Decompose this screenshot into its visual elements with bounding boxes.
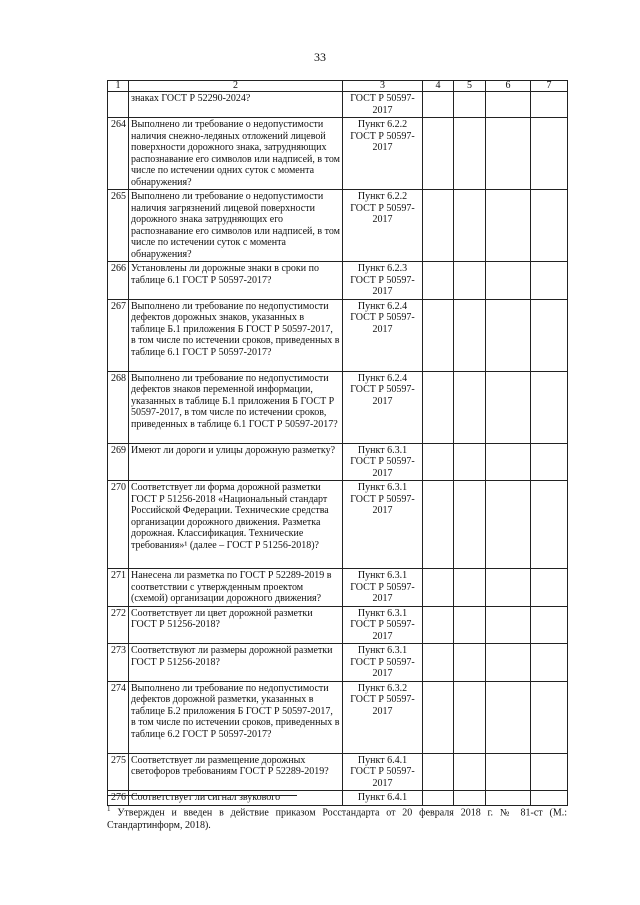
reference-line: 2017 (372, 214, 393, 225)
reference-line: Пункт 6.2.4 (357, 300, 408, 312)
reference-line: ГОСТ Р 50597- (350, 93, 415, 104)
empty-cell-col-6 (486, 443, 531, 481)
empty-cell-col-5 (454, 299, 486, 371)
table-body (108, 92, 568, 806)
empty-cell-col-4 (423, 681, 454, 753)
reference-cell (343, 569, 423, 607)
reference-line: ГОСТ Р 50597- (350, 493, 415, 505)
empty-cell-col-4 (423, 118, 454, 190)
reference-line: 2017 (372, 593, 393, 604)
column-header: 5 (454, 81, 486, 92)
row-number: 266 (108, 262, 129, 300)
row-number: 270 (108, 481, 129, 569)
empty-cell-col-4 (423, 569, 454, 607)
empty-cell-col-4 (423, 299, 454, 371)
reference-line: Пункт 6.2.2 (357, 119, 408, 130)
empty-cell-col-5 (454, 569, 486, 607)
reference-line: 2017 (372, 323, 393, 335)
empty-cell-col-7 (531, 569, 568, 607)
reference-line: ГОСТ Р 50597- (350, 456, 415, 467)
empty-cell-col-7 (531, 753, 568, 791)
empty-cell-col-7 (531, 371, 568, 443)
reference-line: ГОСТ Р 50597- (350, 581, 415, 593)
empty-cell-col-7 (531, 118, 568, 190)
reference-cell (343, 681, 423, 753)
table-row (108, 569, 568, 607)
reference-line: Пункт 6.4.1 (357, 754, 408, 766)
reference-line: ГОСТ Р 50597- (350, 694, 415, 705)
empty-cell-col-6 (486, 481, 531, 569)
empty-cell-col-7 (531, 606, 568, 644)
question-cell: Соответствует ли размещение дорожных светофоров требованиям ГОСТ Р 52289-2019? (129, 753, 343, 791)
reference-cell (343, 753, 423, 791)
reference-line: 2017 (372, 104, 393, 116)
table-row (108, 190, 568, 262)
empty-cell-col-4 (423, 606, 454, 644)
empty-cell-col-7 (531, 92, 568, 118)
reference-line: ГОСТ Р 50597- (350, 619, 415, 630)
empty-cell-col-6 (486, 262, 531, 300)
empty-cell-col-4 (423, 481, 454, 569)
reference-cell (343, 92, 423, 118)
reference-line: Пункт 6.2.4 (357, 372, 408, 384)
question-cell: Соответствует ли цвет дорожной разметки ГОСТ Р 51256-2018? (129, 606, 343, 644)
empty-cell-col-4 (423, 262, 454, 300)
empty-cell-col-4 (423, 371, 454, 443)
footnote-text: Утвержден и введен в действие приказом Росстандарта от 20 февраля 2018 г. № 81-ст (М.: Стандартинформ, 2018). (107, 807, 567, 832)
question-cell: Установлены ли дорожные знаки в сроки по таблице 6.1 ГОСТ Р 50597-2017? (129, 262, 343, 300)
reference-line: 2017 (372, 467, 393, 479)
empty-cell-col-5 (454, 443, 486, 481)
reference-line: 2017 (372, 777, 393, 789)
reference-line: 2017 (372, 705, 393, 717)
empty-cell-col-5 (454, 190, 486, 262)
reference-line: Пункт 6.3.1 (357, 444, 408, 456)
question-cell: Выполнено ли требование по недопустимости дефектов дорожной разметки, указанных в таблице Б.2 приложения Б ГОСТ Р 50597-2017, в том числе по истечении сроков, приведенных в таблице 6.2 ГОСТ Р 50597-2017? (129, 681, 343, 753)
empty-cell-col-5 (454, 118, 486, 190)
empty-cell-col-5 (454, 753, 486, 791)
empty-cell-col-7 (531, 262, 568, 300)
reference-cell (343, 481, 423, 569)
footnote (107, 803, 567, 832)
question-cell: Соответствует ли сигнал звукового (129, 791, 343, 806)
empty-cell-col-7 (531, 644, 568, 682)
empty-cell-col-6 (486, 644, 531, 682)
empty-cell-col-5 (454, 606, 486, 644)
question-cell: Выполнено ли требование о недопустимости наличия снежно-ледяных отложений лицевой поверхности дорожного знака, затрудняющих распознавание его символов или надписей, в том числе по истечении одних суток с момента обнаружения? (129, 118, 343, 190)
reference-line: 2017 (372, 395, 393, 407)
reference-line: Пункт 6.2.2 (357, 191, 408, 202)
reference-line: 2017 (372, 668, 393, 679)
table-row (108, 299, 568, 371)
reference-line: 2017 (372, 286, 393, 297)
empty-cell-col-4 (423, 753, 454, 791)
column-header: 2 (129, 81, 343, 92)
reference-cell (343, 262, 423, 300)
reference-line: ГОСТ Р 50597- (350, 202, 415, 214)
reference-line: 2017 (372, 505, 393, 516)
reference-line: 2017 (372, 142, 393, 153)
empty-cell-col-6 (486, 569, 531, 607)
row-number: 264 (108, 118, 129, 190)
question-cell: Выполнено ли требование о недопустимости наличия загрязнений лицевой поверхности дорожного знака затрудняющих его распознавание его символов или надписей, в том числе по истечении суток с момента обнаружения? (129, 190, 343, 262)
row-number: 271 (108, 569, 129, 607)
page-number: 33 (314, 50, 326, 64)
reference-line: Пункт 6.3.2 (357, 682, 408, 694)
table-row (108, 371, 568, 443)
empty-cell-col-6 (486, 190, 531, 262)
footnote-marker: 1 (107, 805, 111, 813)
empty-cell-col-5 (454, 371, 486, 443)
empty-cell-col-6 (486, 753, 531, 791)
empty-cell-col-4 (423, 644, 454, 682)
empty-cell-col-5 (454, 92, 486, 118)
question-cell: Соответствуют ли размеры дорожной разметки ГОСТ Р 51256-2018? (129, 644, 343, 682)
reference-cell (343, 118, 423, 190)
row-number: 267 (108, 299, 129, 371)
row-number: 268 (108, 371, 129, 443)
reference-line: ГОСТ Р 50597- (350, 656, 415, 668)
empty-cell-col-6 (486, 299, 531, 371)
reference-cell (343, 644, 423, 682)
table-row (108, 262, 568, 300)
empty-cell-col-6 (486, 371, 531, 443)
row-number: 273 (108, 644, 129, 682)
row-number: 269 (108, 443, 129, 481)
column-header: 1 (108, 81, 129, 92)
empty-cell-col-5 (454, 644, 486, 682)
question-cell: Выполнено ли требование по недопустимости дефектов дорожных знаков, указанных в таблице Б.1 приложения Б ГОСТ Р 50597-2017, в том числе по истечении сроков, приведенных в таблице 6.1 ГОСТ Р 50597-2017? (129, 299, 343, 371)
table-row (108, 606, 568, 644)
empty-cell-col-5 (454, 681, 486, 753)
table-row (108, 681, 568, 753)
row-number: 276 (108, 791, 129, 806)
question-cell: Имеют ли дороги и улицы дорожную разметку? (129, 443, 343, 481)
reference-line: ГОСТ Р 50597- (350, 384, 415, 395)
table-header-row (108, 81, 568, 92)
table-row (108, 481, 568, 569)
row-number: 275 (108, 753, 129, 791)
empty-cell-col-4 (423, 92, 454, 118)
empty-cell-col-6 (486, 92, 531, 118)
question-cell: Выполнено ли требование по недопустимости дефектов знаков переменной информации, указанных в таблице Б.1 приложения Б ГОСТ Р 50597-2017, в том числе по истечении сроков, приведенных в таблице 6.1 ГОСТ Р 50597-2017? (129, 371, 343, 443)
reference-line: Пункт 6.3.1 (357, 645, 408, 656)
table-row (108, 92, 568, 118)
reference-cell (343, 299, 423, 371)
row-number: 274 (108, 681, 129, 753)
empty-cell-col-6 (486, 606, 531, 644)
column-header: 6 (486, 81, 531, 92)
empty-cell-col-7 (531, 481, 568, 569)
reference-line: ГОСТ Р 50597- (350, 312, 415, 323)
reference-line: Пункт 6.3.1 (357, 607, 408, 619)
column-header: 4 (423, 81, 454, 92)
empty-cell-col-7 (531, 681, 568, 753)
reference-line: Пункт 6.2.3 (357, 263, 408, 274)
reference-line: ГОСТ Р 50597- (350, 274, 415, 286)
reference-cell (343, 371, 423, 443)
table-row (108, 443, 568, 481)
reference-cell (343, 606, 423, 644)
table-row (108, 753, 568, 791)
reference-cell (343, 443, 423, 481)
column-header: 7 (531, 81, 568, 92)
row-number (108, 92, 129, 118)
reference-line: Пункт 6.3.1 (357, 570, 408, 581)
empty-cell-col-6 (486, 681, 531, 753)
empty-cell-col-5 (454, 262, 486, 300)
row-number: 265 (108, 190, 129, 262)
empty-cell-col-7 (531, 190, 568, 262)
empty-cell-col-5 (454, 481, 486, 569)
table-row (108, 644, 568, 682)
question-cell: Соответствует ли форма дорожной разметки ГОСТ Р 51256-2018 «Национальный стандарт Российской Федерации. Технические средства организации дорожного движения. Разметка дорожная. Классификация. Технические требования»¹ (далее – ГОСТ Р 51256-2018)? (129, 481, 343, 569)
reference-cell (343, 190, 423, 262)
reference-line: ГОСТ Р 50597- (350, 766, 415, 777)
question-cell: знаках ГОСТ Р 52290-2024? (129, 92, 343, 118)
question-cell: Нанесена ли разметка по ГОСТ Р 52289-2019 в соответствии с утвержденным проектом (схемой) организации дорожного движения? (129, 569, 343, 607)
empty-cell-col-7 (531, 443, 568, 481)
empty-cell-col-6 (486, 118, 531, 190)
row-number: 272 (108, 606, 129, 644)
reference-line: 2017 (372, 630, 393, 642)
column-header: 3 (343, 81, 423, 92)
empty-cell-col-4 (423, 443, 454, 481)
reference-line: Пункт 6.4.1 (357, 792, 408, 803)
checklist-table (107, 80, 568, 806)
empty-cell-col-7 (531, 299, 568, 371)
reference-line: ГОСТ Р 50597- (350, 130, 415, 142)
table-row (108, 118, 568, 190)
empty-cell-col-4 (423, 190, 454, 262)
reference-line: Пункт 6.3.1 (357, 482, 408, 493)
footnote-divider (107, 795, 297, 796)
